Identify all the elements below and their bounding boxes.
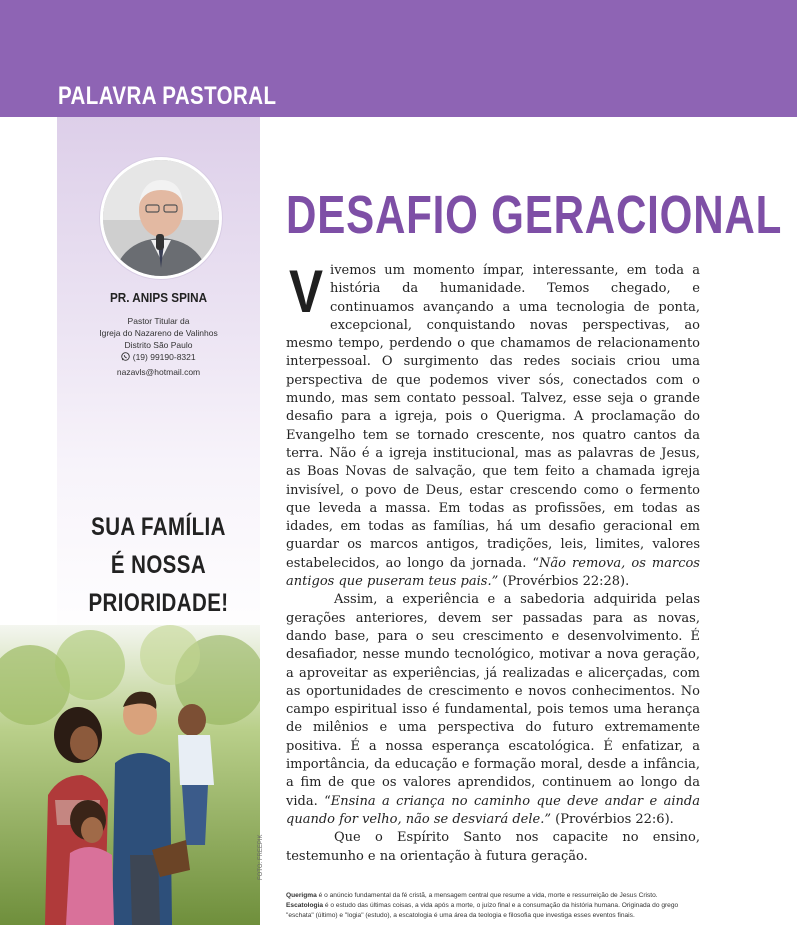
avatar — [100, 157, 222, 279]
author-phone — [57, 352, 260, 362]
phone-number: (19) 99190-8321 — [132, 352, 196, 362]
article-body — [286, 258, 700, 866]
pastor-portrait-icon — [103, 160, 219, 276]
footnote-escatologia — [286, 901, 700, 921]
author-church-line: Igreja do Nazareno de Valinhos — [99, 328, 218, 338]
slogan-line: É NOSSA — [110, 551, 207, 579]
author-role-line: Pastor Titular da — [127, 316, 190, 326]
footnote-definition: é o anúncio fundamental da fé cristã, a mensagem central que resume a vida, morte e ressurreição de Jesus Cristo. — [316, 892, 658, 899]
slogan — [75, 508, 241, 622]
paragraph-text: Que o Espírito Santo nos capacite no ensino, testemunho e na orientação à futura geração. — [286, 830, 700, 864]
paragraph-text: ivemos um momento ímpar, interessante, em toda a história da humanidade. Temos chegado, e continuamos avançando a uma tecnologia de ponta, excepcional, conquistando novas perspectivas, ao mesmo tempo, perdendo o que chamamos de relacionamento interpessoal. O surgimento das redes sociais criou uma perspectiva de que podemos viver sós, conectados com o mundo, mas sem contato pessoal. Talvez, esse seja o grande desafio para a igreja, pois o Querigma. A proclamação do Evangelho tem se tornado crescente, nos quatro cantos da terra. Não é a igreja institucional, mas as palavras de Jesus, as Boas Novas de salvação, que tem feito a chamada igreja invisível, o povo de Deus, estar crescendo como o fermento que leveda a massa. Em todas as profissões, em todas as idades, em todas as famílias, há um desafio geracional em guardar os marcos antigos, tradições, leis, limites, valores estabelecidos, ao longo da jornada. “ — [286, 263, 700, 571]
family-illustration-icon — [0, 625, 260, 925]
slogan-line: SUA FAMÍLIA — [91, 513, 226, 541]
author-name: PR. ANIPS SPINA — [109, 290, 208, 305]
bible-quote: Não remova, os marcos antigos que puseram teus pais.” — [286, 555, 700, 590]
whatsapp-icon — [121, 352, 130, 361]
bible-reference: (Provérbios 22:28). — [498, 574, 630, 590]
article-paragraph — [286, 829, 700, 866]
footnote-term: Querigma — [286, 892, 317, 899]
article-paragraph — [286, 591, 700, 829]
bible-quote: Ensina a criança no caminho que deve andar e ainda quando for velho, não se desviará dele.” — [286, 793, 700, 827]
article-title: DESAFIO GERACIONAL — [286, 185, 783, 245]
family-photo — [0, 625, 260, 925]
section-title: PALAVRA PASTORAL — [58, 82, 277, 110]
footnote-querigma — [286, 891, 700, 901]
paragraph-text: Assim, a experiência e a sabedoria adquirida pelas gerações anteriores, devem ser passadas para as novas, dando base, para o seu crescimento e desenvolvimento. É desafiador, nesse mundo tecnológico, motivar a nova geração, a aproveitar as experiências, já realizadas e alicerçadas, com as oportunidades de crescimento e novos conhecimentos. No campo espiritual isso é fundamental, pois temos uma herança de milênios e uma perspectiva do futuro extremamente positiva. É a nossa esperança escatológica. É enfatizar, a importância, da educação e formação moral, desde a infância, a fim de que os valores aprendidos, continuem ao longo da vida. “ — [286, 592, 700, 809]
author-role — [57, 315, 260, 351]
author-district-line: Distrito São Paulo — [124, 340, 193, 350]
footnote-definition: é o estudo das últimas coisas, a vida após a morte, o juízo final e a consumação da história humana. Originada do grego "eschata" (último) e "logia" (estudo), a escatologia é uma área da teologia e filosofia que investiga esses eventos finais. — [286, 902, 679, 919]
drop-cap: V — [289, 258, 324, 325]
author-email: nazavls@hotmail.com — [116, 367, 201, 377]
footnotes — [286, 891, 700, 921]
slogan-line: PRIORIDADE! — [88, 589, 229, 617]
photo-credit: FOTO: FREEPIK — [258, 834, 264, 880]
footnote-term: Escatologia — [286, 902, 324, 909]
article-paragraph — [286, 258, 700, 591]
bible-reference: (Provérbios 22:6). — [551, 811, 674, 827]
